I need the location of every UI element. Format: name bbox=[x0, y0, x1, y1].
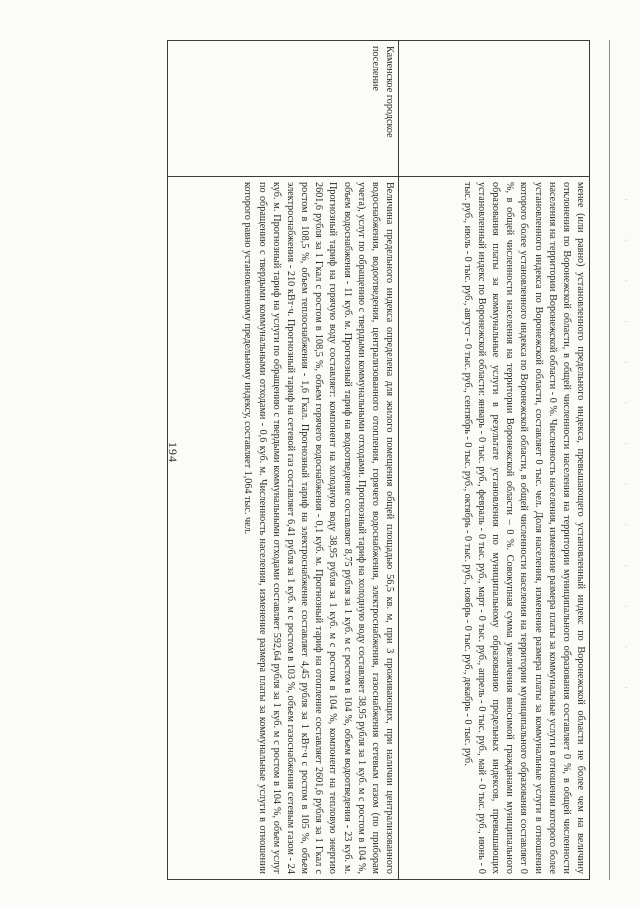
scan-edge-marks: · · · · · · · · · · · · · bbox=[621, 198, 630, 707]
municipal-index-table bbox=[167, 40, 590, 880]
description-cell bbox=[399, 177, 590, 880]
table-row bbox=[168, 41, 399, 880]
municipality-cell bbox=[399, 41, 590, 177]
municipality-cell: Каменское городское поселение bbox=[168, 41, 399, 177]
description-text: Величина предельного индекса определена для жилого помещения общей площадью 56,5 кв. м, при 3 проживающих, при наличии централизованного водоснабжения, водоотведения, централизованного отопления, горячего водоснабжения, электроснабжения, газоснабжения сетевым газом (по приборам учета), услуг по обращению с твердыми коммунальными отходами. Прогнозный тариф на холодную воду составляет 38,95 рубля за 1 куб. м с ростом в 104 %, объем водоснабжения - 11 куб. м. Прогнозный тариф на водоотведение составляет 8,75 рубля за 1 куб. м с ростом в 104 %, объем водоотведения - 23 куб. м. Прогнозный тариф на горячую воду составляет: компонент на холодную воду 38,95 рубля за 1 куб. м с ростом в 104 %, компонент на тепловую энергию 2601,6 рубля за 1 Гкал с ростом в 108,5 %, объем горячего водоснабжения - 0,1 куб. м. Прогнозный тариф на отопление составляет 2601,6 рубля за 1 Гкал с ростом в 108,5 %, объем теплоснабжения - 1,6 Гкал. Прогнозный тариф на электроснабжение составляет 4,45 рубля за 1 кВт·ч с ростом в 105 %, объем электроснабжения - 210 кВт·ч. Прогнозный тариф на сетевой газ составляет 6,41 рубля за 1 куб. м с ростом в 103 %, объем газоснабжения сетевым газом - 24 куб. м. Прогнозный тариф на услуги по обращению с твердыми коммунальными отходами составляет 592,64 рубля за 1 куб. м с ростом в 104 %, объем услуг по обращению с твердыми коммунальными отходами - 0,6 куб. м. Численность населения, изменение размера платы за коммунальные услуги в отношении которого равно установленному предельному индексу, составляет 1,064 тыс. чел. bbox=[242, 182, 395, 874]
description-text: менее (или равно) установленного предельного индекса, превышающего установленный индекс по Воронежской области не более чем на величину отклонения по Воронежской области, в общей численности населения на территории муниципального образования составляет 0 %, в общей численности населения на территории Воронежской области - 0 %. Численность населения, изменение размера платы за коммунальные услуги в отношении которого более установленного индекса по Воронежской области, составляет 0 тыс. чел. Доля населения, изменение размера платы за коммунальные услуги в отношении которого более установленного индекса по Воронежской области, в общей численности населения на территории муниципального образования составляет 0 %, в общей численности населения на территории Воронежской области – 0 %. Совокупная сумма увеличения вносимой гражданами муниципального образования платы за коммунальные услуги в результате установления по муниципальному образованию предельных индексов, превышающих установленный индекс по Воронежской области: январь - 0 тыс. руб., февраль - 0 тыс. руб., март - 0 тыс. руб., апрель - 0 тыс. руб., май - 0 тыс. руб., июнь - 0 тыс. руб., июль - 0 тыс. руб., август - 0 тыс. руб., сентябрь - 0 тыс. руб., октябрь - 0 тыс. руб., ноябрь - 0 тыс. руб., декабрь - 0 тыс. руб. bbox=[461, 182, 586, 874]
table-row bbox=[399, 41, 590, 880]
page-number: 194 bbox=[166, 442, 180, 463]
page-edge-rule bbox=[609, 40, 610, 880]
description-cell bbox=[168, 177, 399, 880]
